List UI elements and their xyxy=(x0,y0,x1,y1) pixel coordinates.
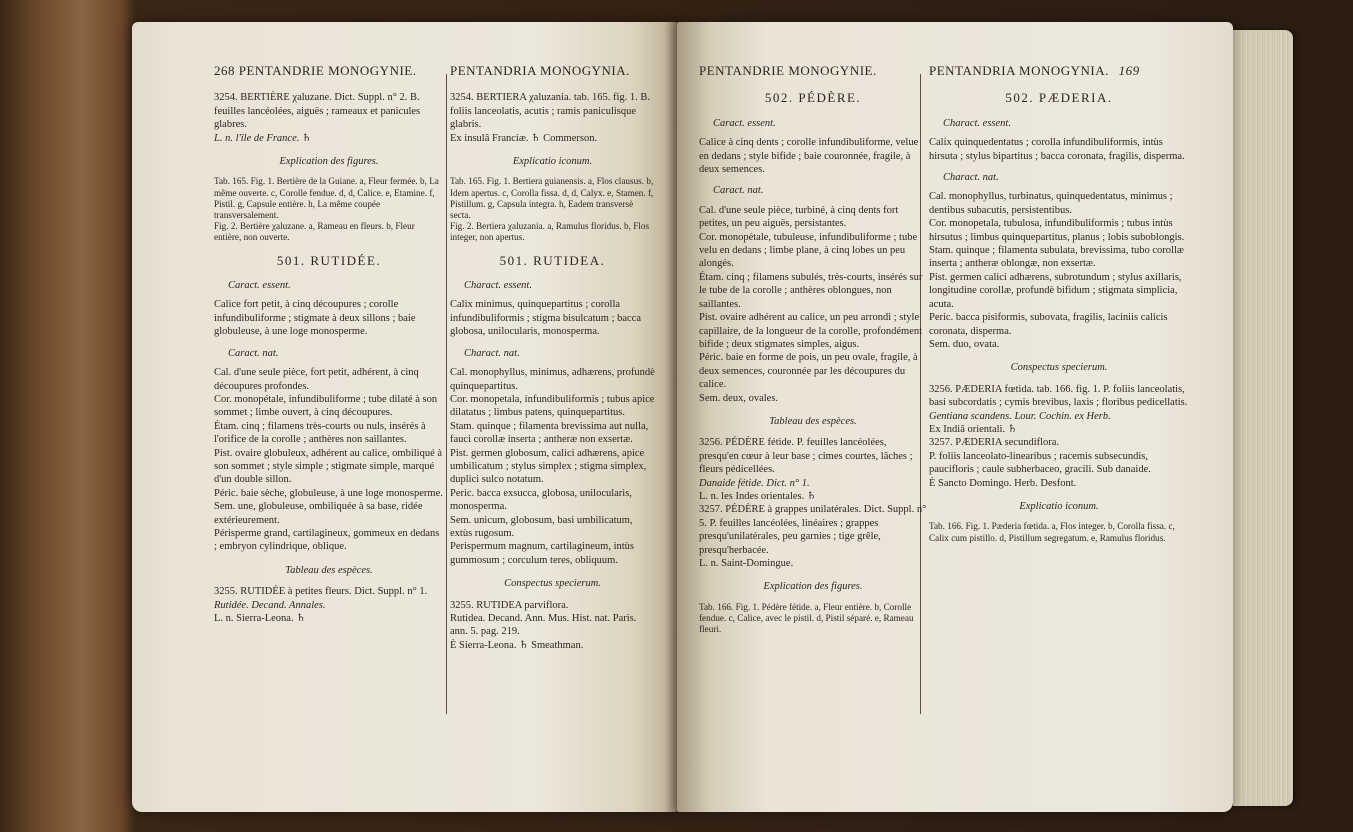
section-label: Explication des figures. xyxy=(279,156,379,168)
genus-heading: 501. RUTIDÉE. xyxy=(276,252,382,268)
paragraph: Cal. monophyllus, turbinatus, quinquedentatus, minimus ; dentibus subacutis, persistentibus. xyxy=(929,191,1173,216)
paragraph: Cor. monopetala, tubulosa, infundibuliformis ; tubus intùs hirsutus ; limbus quinquepartitus, planus ; lobis suboblongis. xyxy=(929,218,1185,243)
running-head xyxy=(214,64,444,77)
paragraph: 3257. PÉDÈRE à grappes unilatérales. Dict. Suppl. n° 5. P. feuilles lancéolées, linéaires ; grappes presqu'unilatérales, peu garnies ; tige grêle, presqu'herbacée. xyxy=(699,504,927,556)
section-label: Conspectus specierum. xyxy=(504,578,601,590)
paragraph: È Sierra-Leona. ♄ Smeathman. xyxy=(450,639,584,651)
paragraph: Étam. cinq ; filamens très-courts ou nuls, insérés à l'orifice de la corolle ; anthères non saillantes. xyxy=(214,420,426,446)
paragraph: Sem. deux, ovales. xyxy=(699,392,779,404)
text-blocks xyxy=(450,91,655,652)
paragraph: Cor. monopétale, infundibuliforme ; tube dilaté à son sommet ; limbe ouvert, à cinq découpures. xyxy=(214,393,438,419)
paragraph: 3254. BERTIERA χaluzania. tab. 165. fig. 1. B. foliis lanceolatis, acutis ; ramis paniculisque glabris. xyxy=(450,92,651,131)
paragraph: Étam. cinq ; filamens subulés, très-courts, insérés sur le tube de la corolle ; anthères oblongues, non saillantes. xyxy=(699,271,923,310)
section-label: Caract. essent. xyxy=(713,117,776,129)
paragraph: 3255. RUTIDÉE à petites fleurs. Dict. Suppl. n° 1. xyxy=(214,586,428,598)
paragraph: L. n. les Indes orientales. ♄ xyxy=(699,490,817,502)
paragraph: Péric. baie sèche, globuleuse, à une loge monosperme. xyxy=(214,487,443,499)
right-page xyxy=(677,22,1233,812)
paragraph: L. n. Sierra-Leona. ♄ xyxy=(214,613,306,624)
paragraph: Cal. monophyllus, minimus, adhærens, profundè quinquepartitus. xyxy=(450,367,655,392)
section-label: Caract. nat. xyxy=(713,185,764,197)
paragraph: Tab. 165. Fig. 1. Bertiera guianensis. a, Flos clausus. b, Idem apertus. c, Corolla fissa. d, d, Calyx. e, Stamen. f, Pistillum. g, Capsula integra. h, Eadem transversè secta. xyxy=(450,176,654,221)
paragraph: Sem. duo, ovata. xyxy=(929,338,1000,350)
section-label: Caract. essent. xyxy=(228,280,291,292)
page-edges xyxy=(1233,30,1293,806)
paragraph: Fig. 2. Bertiera χaluzania. a, Ramulus floridus. b, Flos integer, non apertus. xyxy=(450,221,650,243)
text-blocks xyxy=(699,91,927,635)
paragraph: Périsperme grand, cartilagineux, gommeux en dedans ; embryon cylindrique, oblique. xyxy=(214,527,440,553)
paragraph: Tab. 166. Fig. 1. Pæderia fœtida. a, Flos integer. b, Corolla fissa. c, Calix cum pistillo. d, Pistillum segregatum. e, Ramulus floridus. xyxy=(929,521,1175,543)
running-head-text: PENTANDRIA MONOGYNIA. xyxy=(450,63,630,78)
paragraph: Sem. unicum, globosum, basi umbilicatum, extùs rugosum. xyxy=(450,514,633,539)
paragraph: Rutidée. Decand. Annales. xyxy=(214,599,326,611)
left-col-french xyxy=(214,64,444,625)
paragraph: È Sancto Domingo. Herb. Desfont. xyxy=(929,477,1077,489)
paragraph: Cal. d'une seule pièce, fort petit, adhérent, à cinq découpures profondes. xyxy=(214,367,419,392)
text-blocks xyxy=(929,91,1189,543)
right-col-latin xyxy=(929,64,1189,544)
running-head xyxy=(929,64,1189,77)
paragraph: Tab. 165. Fig. 1. Bertière de la Guiane. a, Fleur fermée. b, La même ouverte. c, Corolle fendue. d, d, Calice. e, Etamine. f, Pistil. g, Capsule entière. h, La même coupée transversalement. xyxy=(214,176,439,221)
section-label: Charact. nat. xyxy=(464,347,520,359)
text-blocks xyxy=(214,91,444,625)
paragraph: Ex insulâ Franciæ. ♄ Commerson. xyxy=(450,132,598,144)
page-number: 268 xyxy=(214,63,235,78)
paragraph: Cor. monopétale, tubuleuse, infundibuliforme ; tube velu en dedans ; limbe plane, à cinq lobes un peu alongés. xyxy=(699,231,918,270)
paragraph: Pist. ovaire adhérent au calice, un peu arrondi ; style capillaire, de la longueur de la corolle, profondément bifide ; deux stigmates simples, aigus. xyxy=(699,312,923,350)
section-label: Tableau des espèces. xyxy=(285,564,373,576)
paragraph: Ex Indiâ orientali. ♄ xyxy=(929,423,1018,435)
paragraph: Fig. 2. Bertière χaluzane. a, Rameau en fleurs. b, Fleur entière, non ouverte. xyxy=(214,221,415,243)
paragraph: Cal. d'une seule pièce, turbiné, à cinq dents fort petites, un peu aiguës, persistantes. xyxy=(699,204,899,230)
section-label: Explication des figures. xyxy=(763,581,863,593)
section-label: Tableau des espèces. xyxy=(769,415,857,427)
section-label: Charact. essent. xyxy=(464,280,532,292)
section-label: Explicatio iconum. xyxy=(1019,500,1099,512)
paragraph: Peric. bacca exsucca, globosa, unilocularis, monosperma. xyxy=(450,487,632,513)
paragraph: Calix minimus, quinquepartitus ; corolla infundibuliformis ; stigma bisulcatum ; bacca globosa, unilocularis, monosperma. xyxy=(450,299,642,338)
running-head-text: PENTANDRIE MONOGYNIE. xyxy=(699,63,877,78)
paragraph: Perispermum magnum, cartilagineum, intùs gummosum ; corculum teres, obliquum. xyxy=(450,541,635,566)
paragraph: Cor. monopetala, infundibuliformis ; tubus apice dilatatus ; limbus patens, quinquepartitus. xyxy=(450,393,655,419)
paragraph: L. n. Saint-Domingue. xyxy=(699,558,794,569)
left-page xyxy=(132,22,677,812)
section-label: Conspectus specierum. xyxy=(1010,362,1108,374)
paragraph: Calice fort petit, à cinq découpures ; corolle infundibuliforme ; stigmate à deux sillons ; baie globuleuse, à une loge monosperme. xyxy=(214,299,416,338)
section-label: Charact. essent. xyxy=(943,117,1011,129)
section-label: Explicatio iconum. xyxy=(512,156,593,168)
right-col-french xyxy=(699,64,927,635)
section-label: Charact. nat. xyxy=(943,172,999,184)
paragraph: Peric. bacca pisiformis, subovata, fragilis, laciniis calicis coronata, disperma. xyxy=(929,312,1168,337)
paragraph: P. foliis lanceolato-linearibus ; racemis subsecundis, paucifloris ; caule subherbaceo, gracili. Sub danaide. xyxy=(929,450,1151,476)
paragraph: 3256. PÉDÈRE fétide. P. feuilles lancéolées, presqu'en cœur à leur base ; cimes courtes, lâches ; fleurs pédicellées. xyxy=(699,437,913,476)
running-head xyxy=(450,64,655,77)
running-head xyxy=(699,64,927,77)
genus-heading: 502. PÆDERIA. xyxy=(1005,90,1113,106)
paragraph: 3254. BERTIÈRE χaluzane. Dict. Suppl. n° 2. B. feuilles lancéolées, aiguës ; rameaux et panicules glabres. xyxy=(214,92,421,131)
page-number: 169 xyxy=(1118,63,1140,78)
paragraph: L. n. l'île de France. ♄ xyxy=(214,132,312,144)
running-head-text: PENTANDRIA MONOGYNIA. xyxy=(929,63,1109,78)
running-head-text: PENTANDRIE MONOGYNIE. xyxy=(238,63,417,78)
left-col-latin xyxy=(450,64,655,652)
paragraph: Péric. baie en forme de pois, un peu ovale, fragile, à deux semences, couronnée par les découpures du calice. xyxy=(699,352,918,391)
paragraph: Stam. quinque ; filamenta subulata, brevissima, tubo corollæ inserta ; antheræ oblongæ, non exsertæ. xyxy=(929,245,1184,270)
paragraph: Calix quinquedentatus ; corolla infundibuliformis, intùs hirsuta ; stylus bipartitus ; bacca coronata, fragilis, disperma. xyxy=(929,137,1185,162)
paragraph: Danaide fétide. Dict. n° 1. xyxy=(699,477,810,489)
paragraph: Calice à cinq dents ; corolle infundibuliforme, velue en dedans ; style bifide ; baie couronnée, fragile, à deux semences. xyxy=(699,137,919,176)
paragraph: Pist. ovaire globuleux, adhérent au calice, ombiliqué à son sommet ; style simple ; stigmate simple, marqué d'un double sillon. xyxy=(214,447,443,486)
paragraph: Pist. germen globosum, calici adhærens, apice umbilicatum ; stylus simplex ; stigma simplex, duplici sulco notatum. xyxy=(450,447,647,486)
paragraph: Stam. quinque ; filamenta brevissima aut nulla, fauci corollæ inserta ; antheræ non exsertæ. xyxy=(450,420,649,446)
genus-heading: 502. PÉDÈRE. xyxy=(764,90,862,106)
column-rule xyxy=(446,74,447,714)
paragraph: Rutidea. Decand. Ann. Mus. Hist. nat. Paris. ann. 5. pag. 219. xyxy=(450,613,637,638)
paragraph: 3256. PÆDERIA fœtida. tab. 166. fig. 1. P. foliis lanceolatis, basi subcordatis ; cymis brevibus, laxis ; floribus pedicellatis. xyxy=(929,383,1188,409)
paragraph: 3255. RUTIDEA parviflora. xyxy=(450,599,569,611)
paragraph: 3257. PÆDERIA secundiflora. xyxy=(929,437,1060,449)
paragraph: Gentiana scandens. Lour. Cochin. ex Herb. xyxy=(929,410,1111,422)
paragraph: Pist. germen calici adhærens, subrotundum ; stylus axillaris, longitudine corollæ, profundè bifidum ; stigmata simplicia, acuta. xyxy=(929,271,1182,310)
paragraph: Sem. une, globuleuse, ombiliquée à sa base, ridée extérieurement. xyxy=(214,501,423,526)
genus-heading: 501. RUTIDEA. xyxy=(499,252,606,268)
paragraph: Tab. 166. Fig. 1. Pédère fétide. a, Fleur entière. b, Corolle fendue. c, Calice, avec le pistil. d, Pistil séparé. e, Rameau fleuri. xyxy=(699,601,914,635)
section-label: Caract. nat. xyxy=(228,347,279,359)
